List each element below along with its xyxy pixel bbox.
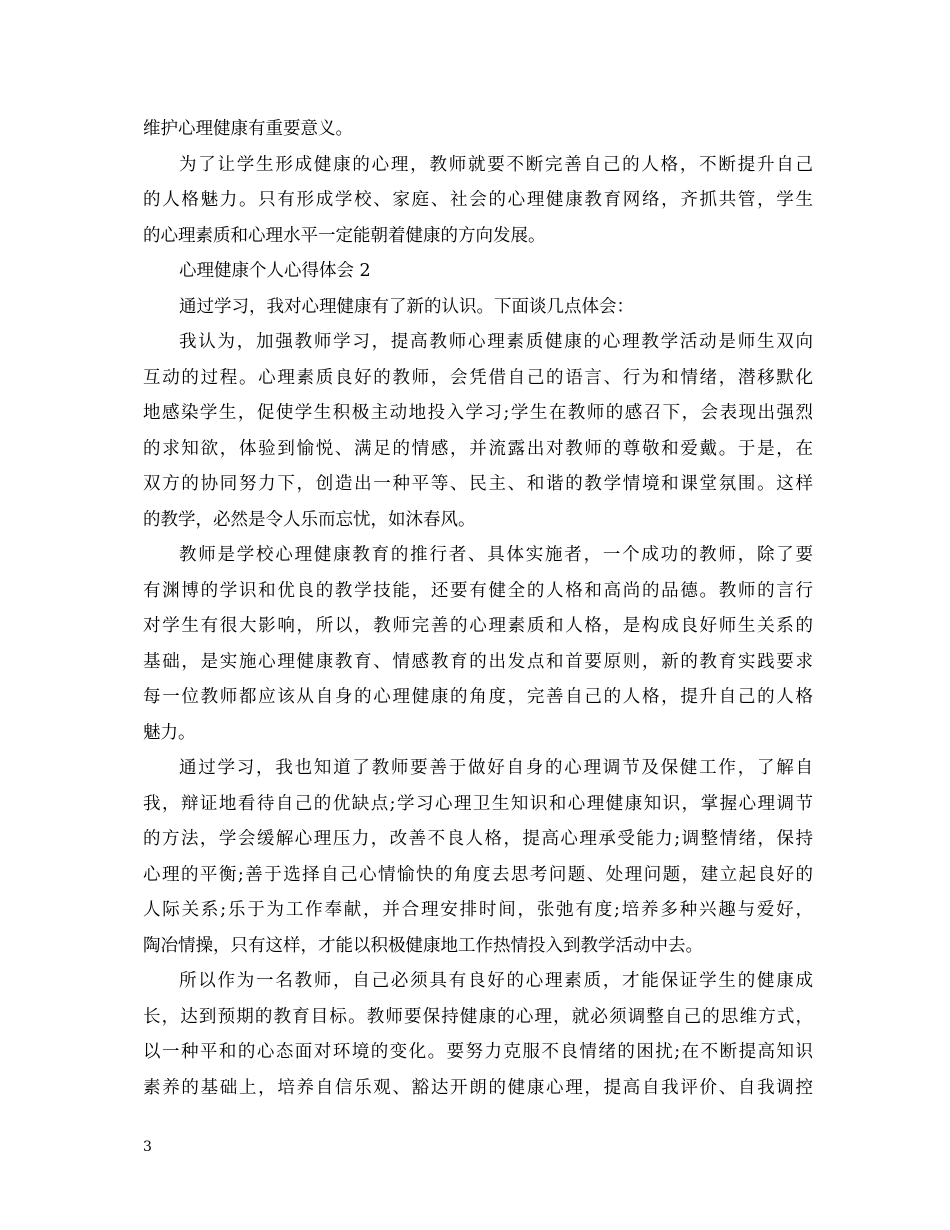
- text-line: 的方法，学会缓解心理压力，改善不良人格，提高心理承受能力;调整情绪，保持: [143, 829, 813, 849]
- text-line: 基础，是实施心理健康教育、情感教育的出发点和首要原则，新的教育实践要求: [143, 651, 813, 672]
- text-line: 以一种平和的心态面对环境的变化。要努力克服不良情绪的困扰;在不断提高知识: [143, 1042, 813, 1062]
- document-body: [143, 112, 813, 1106]
- text-line: 地感染学生，促使学生积极主动地投入学习;学生在教师的感召下，会表现出强烈: [143, 403, 813, 423]
- text-line: 双方的协同努力下，创造出一种平等、民主、和谐的教学情境和课堂氛围。这样: [143, 474, 813, 494]
- text-line: 通过学习，我对心理健康有了新的认识。下面谈几点体会：: [179, 296, 634, 317]
- text-line: 有渊博的学识和优良的教学技能，还要有健全的人格和高尚的品德。教师的言行: [143, 580, 813, 601]
- text-line: 长，达到预期的教育目标。教师要保持健康的心理，就必须调整自己的思维方式，: [143, 1006, 813, 1027]
- text-line: 陶冶情操，只有这样，才能以积极健康地工作热情投入到教学活动中去。: [143, 935, 703, 956]
- text-line: 通过学习，我也知道了教师要善于做好自身的心理调节及保健工作，了解自: [179, 758, 813, 778]
- text-line: 我认为，加强教师学习，提高教师心理素质健康的心理教学活动是师生双向: [179, 332, 813, 352]
- text-line: 的心理素质和心理水平一定能朝着健康的方向发展。: [143, 225, 546, 246]
- text-line: 维护心理健康有重要意义。: [143, 119, 353, 139]
- text-line: 心理健康个人心得体会 2: [179, 261, 371, 281]
- text-line: 的教学，必然是令人乐而忘忧，如沐春风。: [143, 509, 476, 530]
- page-number: 3: [143, 1139, 152, 1155]
- text-line: 人际关系;乐于为工作奉献，并合理安排时间，张弛有度;培养多种兴趣与爱好，: [143, 900, 813, 920]
- text-line: 魅力。: [143, 722, 196, 743]
- text-line: 对学生有很大影响，所以，教师完善的心理素质和人格，是构成良好师生关系的: [143, 616, 813, 636]
- text-line: 素养的基础上，培养自信乐观、豁达开朗的健康心理，提高自我评价、自我调控: [143, 1077, 813, 1098]
- text-line: 为了让学生形成健康的心理，教师就要不断完善自己的人格，不断提升自己: [179, 154, 813, 175]
- text-line: 教师是学校心理健康教育的推行者、具体实施者，一个成功的教师，除了要: [179, 545, 813, 565]
- text-line: 互动的过程。心理素质良好的教师，会凭借自己的语言、行为和情绪，潜移默化: [143, 367, 813, 388]
- text-line: 的求知欲，体验到愉悦、满足的情感，并流露出对教师的尊敬和爱戴。于是，在: [143, 438, 813, 459]
- text-line: 的人格魅力。只有形成学校、家庭、社会的心理健康教育网络，齐抓共管，学生: [143, 190, 813, 210]
- text-line: 每一位教师都应该从自身的心理健康的角度，完善自己的人格，提升自己的人格: [143, 687, 813, 707]
- text-line: 所以作为一名教师，自己必须具有良好的心理素质，才能保证学生的健康成: [179, 971, 813, 991]
- text-line: 我，辩证地看待自己的优缺点;学习心理卫生知识和心理健康知识，掌握心理调节: [143, 793, 813, 814]
- text-line: 心理的平衡;善于选择自己心情愉快的角度去思考问题、处理问题，建立起良好的: [143, 864, 813, 885]
